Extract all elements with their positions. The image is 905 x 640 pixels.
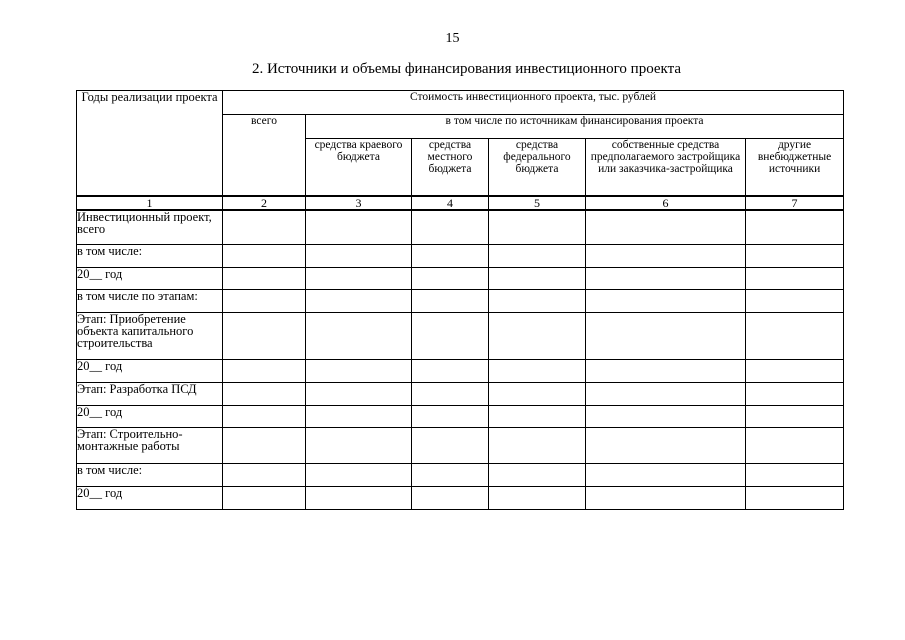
- table-cell: [306, 464, 412, 487]
- table-row: [77, 210, 844, 245]
- table-cell: [412, 383, 489, 406]
- row-label: Этап: Приобретение объекта капитального строительства: [77, 313, 223, 360]
- column-number: 6: [586, 196, 746, 210]
- table-cell: [489, 428, 586, 464]
- table-row: [77, 487, 844, 510]
- table-cell: [306, 360, 412, 383]
- table-cell: [489, 487, 586, 510]
- table-cell: [586, 290, 746, 313]
- table-cell: [306, 383, 412, 406]
- header-col-4: средства местного бюджета: [412, 139, 489, 196]
- table-cell: [223, 210, 306, 245]
- table-cell: [489, 268, 586, 290]
- row-label: 20__ год: [77, 268, 223, 290]
- table-cell: [306, 313, 412, 360]
- table-cell: [746, 290, 844, 313]
- column-number: 7: [746, 196, 844, 210]
- table-cell: [586, 383, 746, 406]
- table-cell: [223, 268, 306, 290]
- row-label: 20__ год: [77, 360, 223, 383]
- table-row: [77, 464, 844, 487]
- header-row-1: [77, 91, 844, 115]
- row-label: Этап: Строительно-монтажные работы: [77, 428, 223, 464]
- table-cell: [223, 360, 306, 383]
- table-cell: [586, 313, 746, 360]
- table-cell: [412, 464, 489, 487]
- table-cell: [306, 428, 412, 464]
- financing-table: [76, 90, 844, 510]
- table-row: [77, 245, 844, 268]
- table-cell: [412, 268, 489, 290]
- table-cell: [489, 406, 586, 428]
- table-cell: [412, 245, 489, 268]
- table-cell: [223, 290, 306, 313]
- table-row: [77, 406, 844, 428]
- table-cell: [746, 313, 844, 360]
- table-cell: [306, 487, 412, 510]
- table-cell: [306, 290, 412, 313]
- header-col-5: средства федерального бюджета: [489, 139, 586, 196]
- column-number: 1: [77, 196, 223, 210]
- table-cell: [746, 268, 844, 290]
- table-row: [77, 383, 844, 406]
- table-cell: [586, 268, 746, 290]
- table-cell: [489, 245, 586, 268]
- header-total: всего: [223, 115, 306, 196]
- table-row: [77, 313, 844, 360]
- row-label: Инвестиционный проект, всего: [77, 210, 223, 245]
- table-cell: [489, 383, 586, 406]
- table-cell: [223, 487, 306, 510]
- row-label: Этап: Разработка ПСД: [77, 383, 223, 406]
- row-label: 20__ год: [77, 487, 223, 510]
- row-label: в том числе по этапам:: [77, 290, 223, 313]
- table-cell: [586, 487, 746, 510]
- table-cell: [412, 313, 489, 360]
- row-label: в том числе:: [77, 464, 223, 487]
- table-cell: [223, 245, 306, 268]
- header-cost: Стоимость инвестиционного проекта, тыс. рублей: [223, 91, 844, 115]
- table-cell: [586, 360, 746, 383]
- table-cell: [223, 406, 306, 428]
- table-cell: [412, 487, 489, 510]
- table-row: [77, 268, 844, 290]
- table-row: [77, 290, 844, 313]
- table-cell: [223, 383, 306, 406]
- table-cell: [586, 406, 746, 428]
- table-cell: [412, 290, 489, 313]
- table-cell: [746, 464, 844, 487]
- table-cell: [489, 360, 586, 383]
- header-years: Годы реализации проекта: [77, 91, 223, 196]
- table-cell: [489, 464, 586, 487]
- table-cell: [489, 313, 586, 360]
- table-cell: [746, 428, 844, 464]
- table-cell: [412, 406, 489, 428]
- table-cell: [412, 428, 489, 464]
- column-number: 5: [489, 196, 586, 210]
- table-cell: [586, 464, 746, 487]
- column-number: 3: [306, 196, 412, 210]
- table-cell: [746, 487, 844, 510]
- table-cell: [746, 210, 844, 245]
- row-label: в том числе:: [77, 245, 223, 268]
- table-cell: [746, 383, 844, 406]
- table-cell: [223, 428, 306, 464]
- column-number: 4: [412, 196, 489, 210]
- table-cell: [489, 290, 586, 313]
- header-col-6: собственные средства предполагаемого застройщика или заказчика-застройщика: [586, 139, 746, 196]
- column-number: 2: [223, 196, 306, 210]
- table-cell: [306, 210, 412, 245]
- table-row: [77, 428, 844, 464]
- table-cell: [746, 360, 844, 383]
- column-number-row: [77, 196, 844, 210]
- table-cell: [306, 268, 412, 290]
- table-cell: [586, 245, 746, 268]
- page-number: 15: [445, 31, 460, 46]
- header-col-3: средства краевого бюджета: [306, 139, 412, 196]
- table-cell: [586, 210, 746, 245]
- row-label: 20__ год: [77, 406, 223, 428]
- table-cell: [746, 245, 844, 268]
- table-cell: [746, 406, 844, 428]
- table-cell: [306, 406, 412, 428]
- table-cell: [586, 428, 746, 464]
- table-cell: [223, 464, 306, 487]
- table-cell: [412, 360, 489, 383]
- header-col-7: другие внебюджетные источники: [746, 139, 844, 196]
- table-row: [77, 360, 844, 383]
- header-including: в том числе по источникам финансирования проекта: [306, 115, 844, 139]
- table-cell: [223, 313, 306, 360]
- table-cell: [306, 245, 412, 268]
- table-cell: [489, 210, 586, 245]
- section-title: 2. Источники и объемы финансирования инвестиционного проекта: [251, 61, 682, 77]
- table-cell: [412, 210, 489, 245]
